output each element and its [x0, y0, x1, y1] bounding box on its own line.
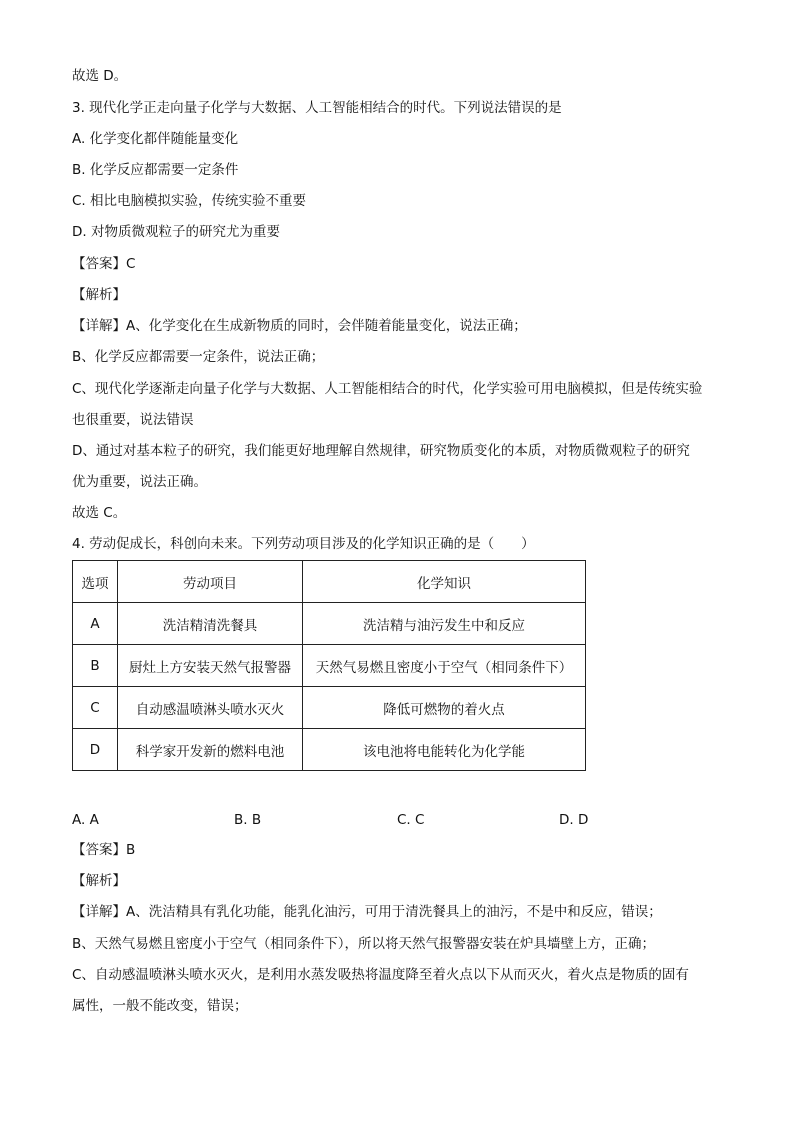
q4-detail-b: B、天然气易燃且密度小于空气（相同条件下），所以将天然气报警器安装在炉具墙壁上方，正确；	[72, 936, 656, 952]
prev-conclusion: 故选 D。	[72, 68, 128, 84]
table-header-cell: 化学知识	[303, 561, 586, 603]
q3-detail-c-line2: 也很重要，说法错误	[72, 412, 194, 428]
q4-detail-c-line1: C、自动感温喷淋头喷水灭火，是利用水蒸发吸热将温度降至着火点以下从而灭火，着火点是物质的固有	[72, 967, 689, 983]
table-header-row	[73, 561, 586, 603]
q4-stem: 4. 劳动促成长，科创向未来。下列劳动项目涉及的化学知识正确的是（ ）	[72, 536, 535, 552]
q4-detail-a: 【详解】A、洗洁精具有乳化功能，能乳化油污，可用于清洗餐具上的油污，不是中和反应，错误；	[72, 904, 662, 920]
table-cell-option: A	[73, 603, 118, 645]
table-cell-task: 自动感温喷淋头喷水灭火	[118, 687, 303, 729]
table-cell-option: D	[73, 729, 118, 771]
q4-detail-c-line2: 属性，一般不能改变，错误；	[72, 998, 248, 1014]
table-cell-task: 科学家开发新的燃料电池	[118, 729, 303, 771]
table-row	[73, 729, 586, 771]
q3-detail-a: 【详解】A、化学变化在生成新物质的同时，会伴随着能量变化，说法正确；	[72, 318, 527, 334]
q3-detail-b: B、化学反应都需要一定条件，说法正确；	[72, 349, 325, 365]
q3-answer: 【答案】C	[72, 256, 136, 272]
q3-option-a: A. 化学变化都伴随能量变化	[72, 131, 239, 147]
table-row	[73, 645, 586, 687]
q3-conclusion: 故选 C。	[72, 505, 127, 521]
q3-option-d: D. 对物质微观粒子的研究尤为重要	[72, 224, 280, 240]
q4-option-c: C. C	[397, 812, 425, 828]
table-header-cell: 选项	[73, 561, 118, 603]
q3-analysis-label: 【解析】	[72, 287, 126, 303]
q3-detail-d-line2: 优为重要，说法正确。	[72, 474, 207, 490]
table-cell-option: B	[73, 645, 118, 687]
table-cell-knowledge: 该电池将电能转化为化学能	[303, 729, 586, 771]
q4-table	[72, 560, 586, 771]
table-cell-task: 厨灶上方安装天然气报警器	[118, 645, 303, 687]
q3-option-c: C. 相比电脑模拟实验，传统实验不重要	[72, 193, 307, 209]
q4-analysis-label: 【解析】	[72, 873, 126, 889]
table-cell-knowledge: 天然气易燃且密度小于空气（相同条件下）	[303, 645, 586, 687]
q4-option-b: B. B	[234, 812, 262, 828]
q3-stem: 3. 现代化学正走向量子化学与大数据、人工智能相结合的时代。下列说法错误的是	[72, 100, 562, 116]
table-header-cell: 劳动项目	[118, 561, 303, 603]
table-row	[73, 687, 586, 729]
table-cell-knowledge: 洗洁精与油污发生中和反应	[303, 603, 586, 645]
q3-detail-c-line1: C、现代化学逐渐走向量子化学与大数据、人工智能相结合的时代，化学实验可用电脑模拟，但是传统实验	[72, 381, 703, 397]
q4-option-a: A. A	[72, 812, 99, 828]
table-row	[73, 603, 586, 645]
table-cell-knowledge: 降低可燃物的着火点	[303, 687, 586, 729]
q3-option-b: B. 化学反应都需要一定条件	[72, 162, 239, 178]
table-cell-option: C	[73, 687, 118, 729]
q4-option-d: D. D	[559, 812, 589, 828]
q4-answer: 【答案】B	[72, 842, 136, 858]
table-cell-task: 洗洁精清洗餐具	[118, 603, 303, 645]
q3-detail-d-line1: D、通过对基本粒子的研究，我们能更好地理解自然规律，研究物质变化的本质，对物质微观粒子的研究	[72, 443, 690, 459]
